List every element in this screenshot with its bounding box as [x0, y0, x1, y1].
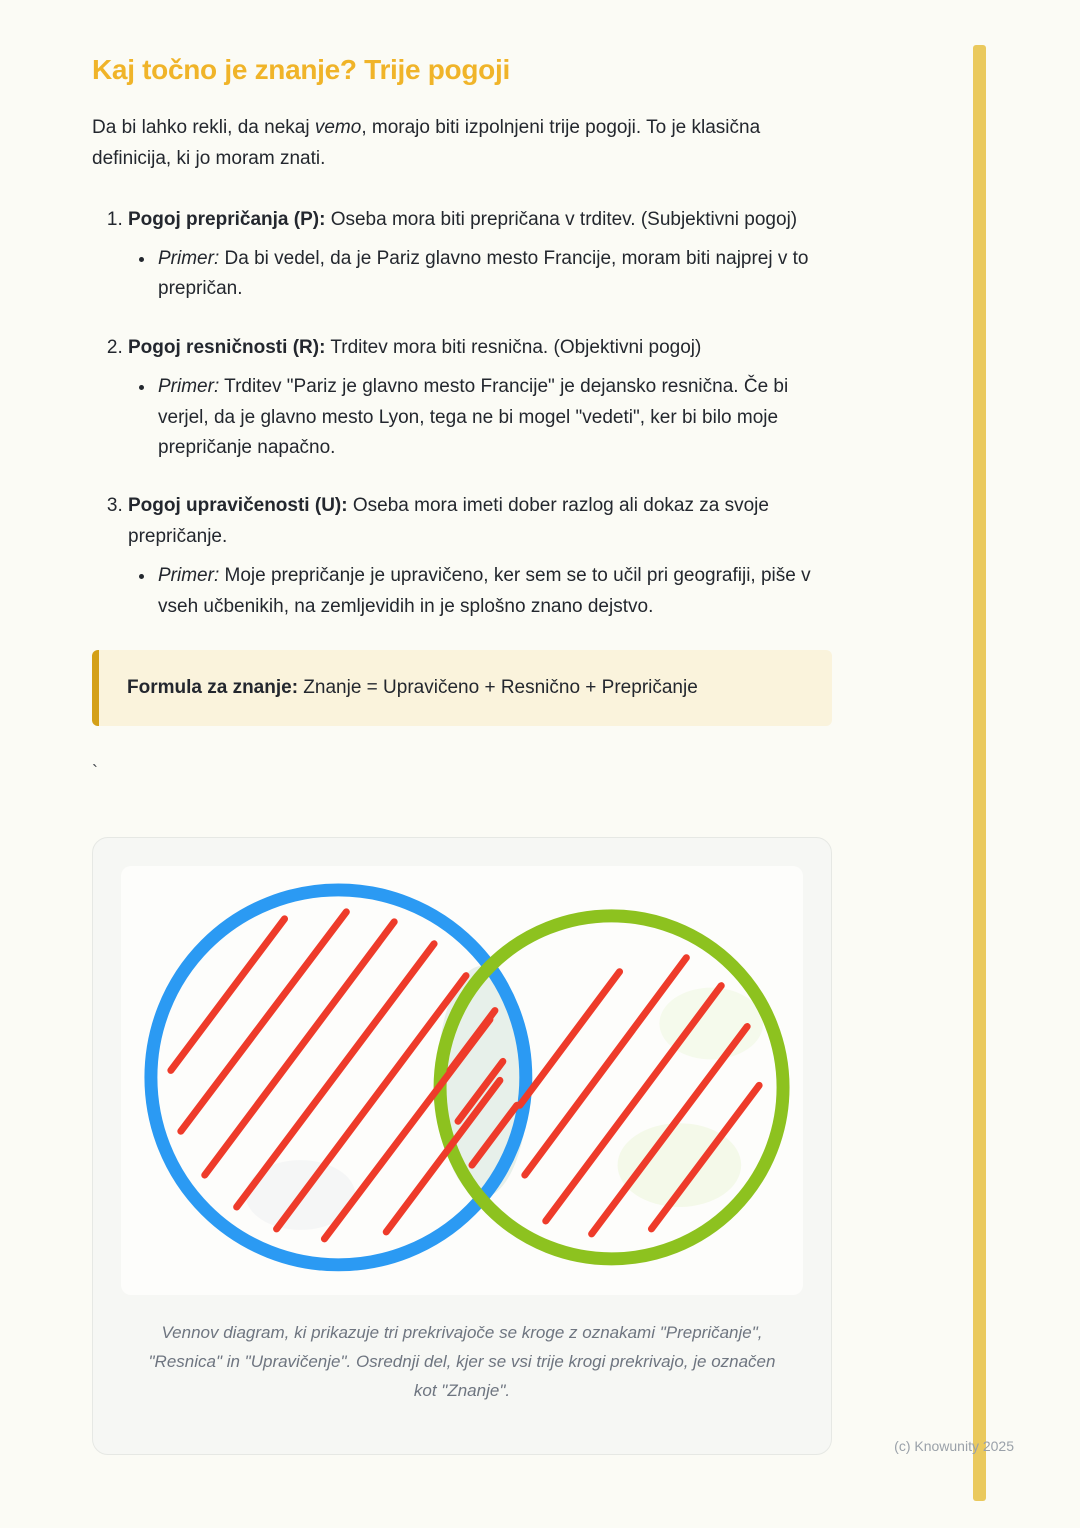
stray-backtick: ` [92, 762, 98, 783]
example-list [128, 372, 832, 463]
figure-caption: Vennov diagram, ki prikazuje tri prekrivajoče se kroge z oznakami "Prepričanje", "Resnica" in "Upravičenje". Osrednji del, kjer se vsi trije krogi prekrivajo, je označen kot "Znanje". [148, 1323, 776, 1400]
figure-card [92, 837, 832, 1454]
example-label: Primer: [158, 376, 220, 398]
note-page [92, 54, 832, 1455]
example-text: Da bi vedel, da je Pariz glavno mesto Francije, moram biti najprej v to prepričan. [158, 248, 809, 300]
footer-credit: (c) Knowunity 2025 [894, 1438, 1014, 1454]
example-item [156, 372, 832, 463]
condition-item-2 [128, 333, 832, 464]
condition-label: Pogoj prepričanja (P): [128, 208, 326, 230]
example-text: Moje prepričanje je upravičeno, ker sem se to učil pri geografiji, piše v vseh učbenikih, na zemljevidih in je splošno znano dejstvo. [158, 565, 811, 617]
conditions-list [92, 205, 832, 622]
condition-label: Pogoj resničnosti (R): [128, 336, 326, 358]
formula-text: Znanje = Upravičeno + Resnično + Prepričanje [298, 676, 698, 698]
condition-item-3 [128, 491, 832, 622]
example-label: Primer: [158, 565, 220, 587]
intro-text-post: , morajo biti izpolnjeni trije pogoji. To je klasična definicija, ki jo moram znati. [92, 117, 761, 170]
page-title: Kaj točno je znanje? Trije pogoji [92, 54, 510, 85]
condition-item-1 [128, 205, 832, 305]
condition-text: Trditev mora biti resnična. (Objektivni pogoj) [325, 336, 702, 358]
intro-text-pre: Da bi lahko rekli, da nekaj [92, 117, 315, 138]
example-list [128, 244, 832, 305]
condition-text: Oseba mora imeti dober razlog ali dokaz za svoje prepričanje. [128, 495, 769, 547]
formula-callout [92, 650, 832, 727]
intro-emphasis: vemo [314, 117, 362, 138]
example-item [156, 244, 832, 305]
venn-diagram-image [121, 866, 803, 1295]
condition-text: Oseba mora biti prepričana v trditev. (Subjektivni pogoj) [325, 208, 798, 230]
example-label: Primer: [158, 248, 220, 270]
intro-paragraph [92, 112, 832, 175]
example-text: Trditev "Pariz je glavno mesto Francije" je dejansko resnična. Če bi verjel, da je glavno mesto Lyon, tega ne bi mogel "vedeti", ker bi bilo moje prepričanje napačno. [158, 376, 789, 459]
condition-label: Pogoj upravičenosti (U): [128, 495, 348, 517]
formula-label: Formula za znanje: [127, 676, 299, 698]
accent-stripe [973, 45, 986, 1501]
example-item [156, 561, 832, 622]
venn-diagram [121, 866, 803, 1295]
example-list [128, 561, 832, 622]
